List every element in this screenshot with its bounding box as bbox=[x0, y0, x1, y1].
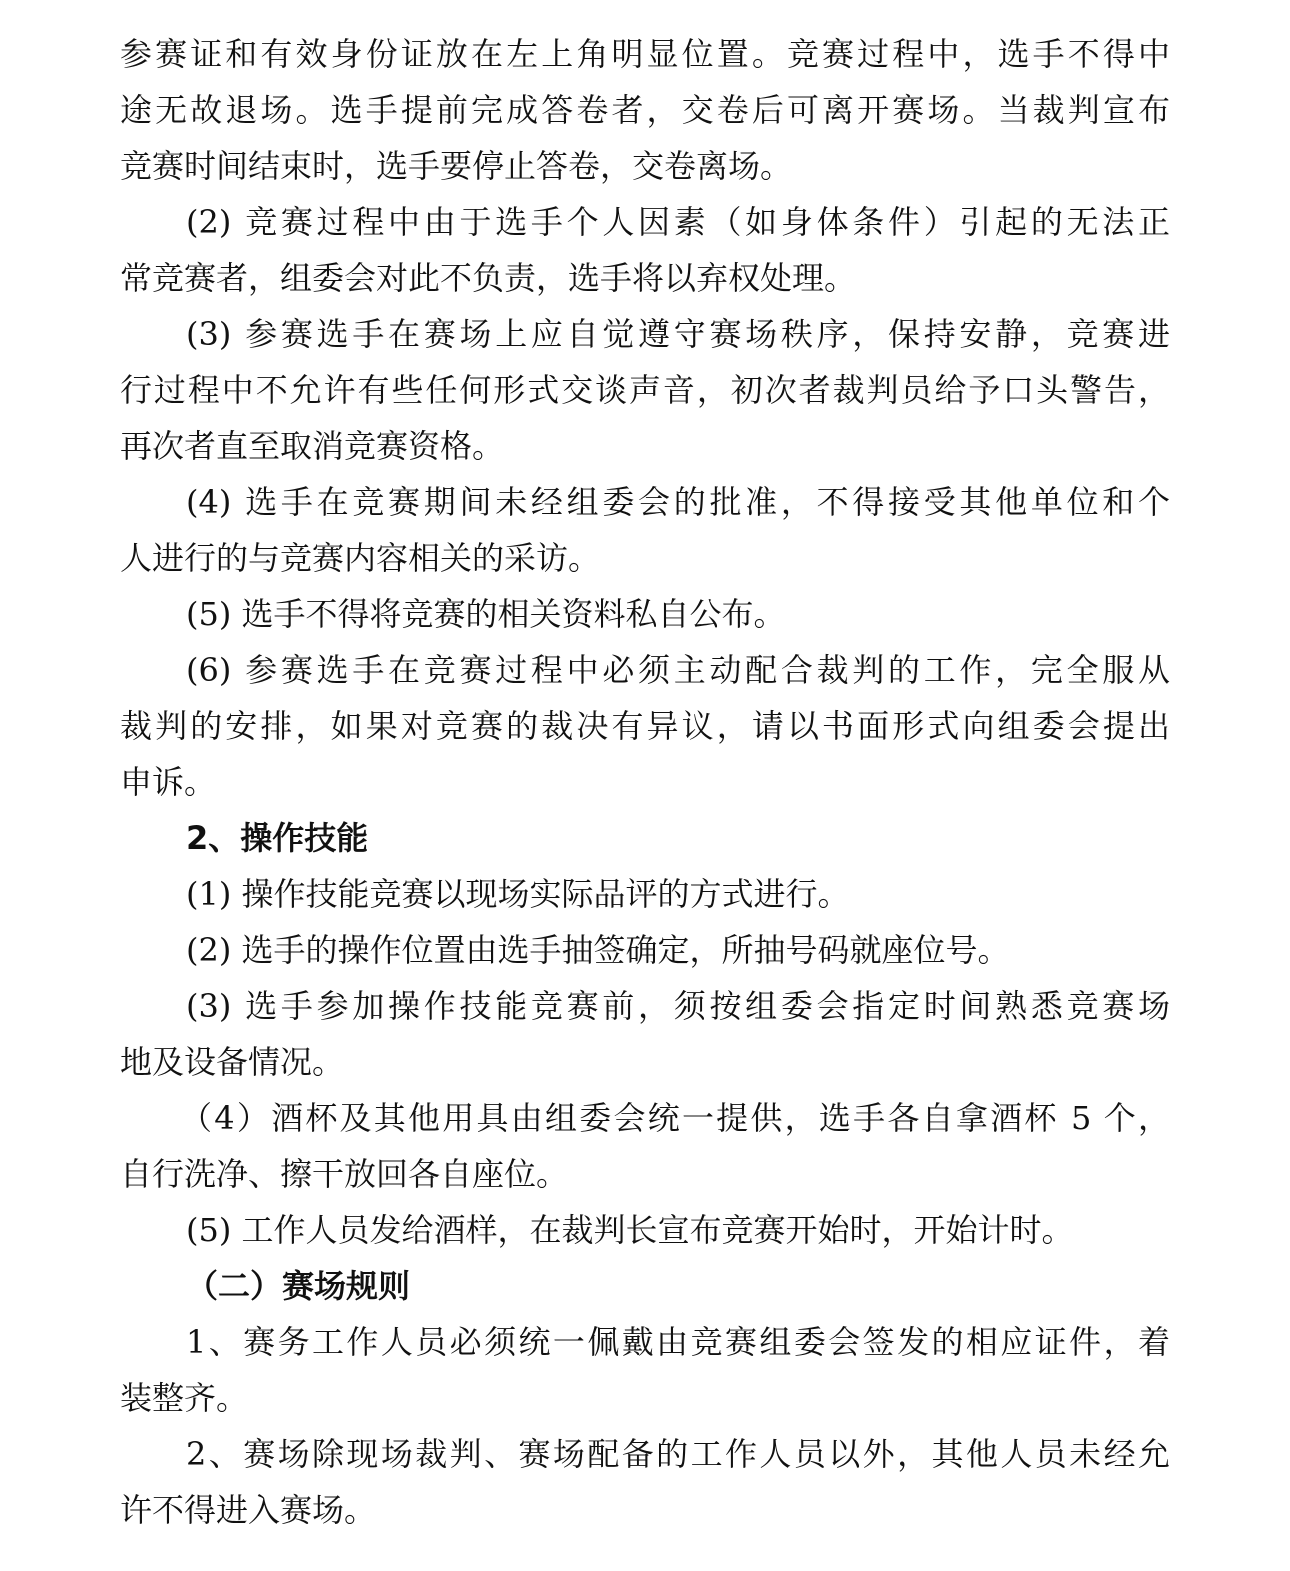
paragraph-line: (1) 操作技能竞赛以现场实际品评的方式进行。 bbox=[186, 875, 850, 913]
paragraph-line: 竞赛时间结束时，选手要停止答卷，交卷离场。 bbox=[120, 147, 793, 185]
paragraph-line: 参赛证和有效身份证放在左上角明显位置。竞赛过程中，选手不得中 bbox=[120, 35, 1170, 73]
paragraph-line: 装整齐。 bbox=[120, 1379, 249, 1417]
paragraph-line: (4) 选手在竞赛期间未经组委会的批准，不得接受其他单位和个 bbox=[186, 483, 1170, 521]
paragraph-line: 许不得进入赛场。 bbox=[120, 1491, 377, 1529]
paragraph-line: (5) 选手不得将竞赛的相关资料私自公布。 bbox=[186, 595, 786, 633]
section-heading: （二）赛场规则 bbox=[186, 1267, 411, 1305]
paragraph-line: (3) 选手参加操作技能竞赛前，须按组委会指定时间熟悉竞赛场 bbox=[186, 987, 1170, 1025]
paragraph-line: 行过程中不允许有些任何形式交谈声音，初次者裁判员给予口头警告， bbox=[120, 371, 1170, 409]
paragraph-line: 常竞赛者，组委会对此不负责，选手将以弃权处理。 bbox=[120, 259, 857, 297]
section-heading: 2、操作技能 bbox=[186, 819, 369, 857]
paragraph-line: 申诉。 bbox=[120, 763, 217, 801]
paragraph-line: (5) 工作人员发给酒样，在裁判长宣布竞赛开始时，开始计时。 bbox=[186, 1211, 1074, 1249]
paragraph-line: （4）酒杯及其他用具由组委会统一提供，选手各自拿酒杯 5 个， bbox=[180, 1099, 1170, 1137]
paragraph-line: 再次者直至取消竞赛资格。 bbox=[120, 427, 505, 465]
paragraph-line: 2、赛场除现场裁判、赛场配备的工作人员以外，其他人员未经允 bbox=[186, 1435, 1170, 1473]
paragraph-line: (2) 竞赛过程中由于选手个人因素（如身体条件）引起的无法正 bbox=[186, 203, 1170, 241]
paragraph-line: 途无故退场。选手提前完成答卷者，交卷后可离开赛场。当裁判宣布 bbox=[120, 91, 1170, 129]
paragraph-line: (6) 参赛选手在竞赛过程中必须主动配合裁判的工作，完全服从 bbox=[186, 651, 1170, 689]
paragraph-line: (2) 选手的操作位置由选手抽签确定，所抽号码就座位号。 bbox=[186, 931, 1010, 969]
paragraph-line: 自行洗净、擦干放回各自座位。 bbox=[120, 1155, 569, 1193]
paragraph-line: 裁判的安排，如果对竞赛的裁决有异议，请以书面形式向组委会提出 bbox=[120, 707, 1170, 745]
paragraph-line: 人进行的与竞赛内容相关的采访。 bbox=[120, 539, 601, 577]
paragraph-line: 地及设备情况。 bbox=[120, 1043, 345, 1081]
paragraph-line: (3) 参赛选手在赛场上应自觉遵守赛场秩序，保持安静，竞赛进 bbox=[186, 315, 1170, 353]
paragraph-line: 1、赛务工作人员必须统一佩戴由竞赛组委会签发的相应证件，着 bbox=[186, 1323, 1170, 1361]
